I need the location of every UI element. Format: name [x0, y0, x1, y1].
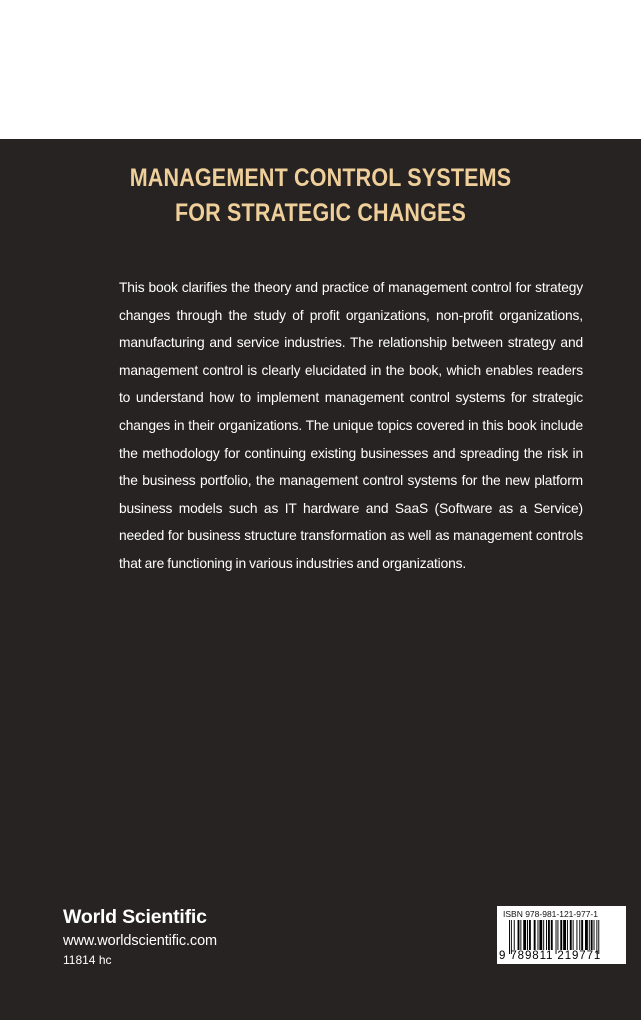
publisher-block	[63, 905, 217, 968]
barcode-bar	[567, 920, 568, 950]
barcode-bar	[594, 920, 595, 950]
publisher-name: World Scientific	[63, 906, 207, 928]
barcode-bar	[579, 920, 580, 950]
barcode-bar	[527, 920, 528, 950]
title-line-2: FOR STRATEGIC CHANGES	[174, 199, 467, 227]
book-description: This book clarifies the theory and practice of management control for strategy changes through the study of profit organizations, non-profit organizations, manufacturing and service industries. The relationship between strategy and management control is clearly elucidated in the book, which enables readers to understand how to implement management control systems for strategic changes in their organizations. The unique topics covered in this book include the methodology for continuing existing businesses and spreading the risk in the business portfolio, the management control systems for the new platform business models such as IT hardware and SaaS (Software as a Service) needed for business structure transformation as well as management controls that are functioning in various industries and organizations.	[119, 280, 583, 571]
barcode-bar	[511, 920, 512, 954]
barcode-bar	[546, 920, 547, 950]
barcode-bar	[551, 920, 553, 950]
barcode-bar	[581, 920, 583, 950]
barcode-bar	[598, 920, 599, 954]
barcode-bar	[596, 920, 597, 954]
barcode-bar	[591, 920, 593, 950]
barcode-bar	[563, 920, 566, 950]
barcode-bar	[543, 920, 544, 950]
barcode-bar	[589, 920, 590, 950]
barcode-bar	[520, 920, 521, 950]
publisher-website: www.worldscientific.com	[63, 933, 218, 949]
book-title	[45, 161, 596, 231]
barcode-bar	[557, 920, 558, 950]
title-line-1: MANAGEMENT CONTROL SYSTEMS	[129, 164, 512, 192]
barcode-bar	[538, 920, 539, 950]
barcode-bar	[509, 920, 510, 954]
barcode-bar	[556, 920, 557, 954]
isbn-label: ISBN 978-981-121-977-1	[503, 909, 598, 919]
barcode-bar	[548, 920, 550, 950]
publisher-code: 11814 hc	[63, 953, 112, 967]
barcode-bar	[560, 920, 562, 950]
barcode-bar	[523, 920, 526, 950]
barcode-bar	[576, 920, 577, 950]
back-cover	[0, 139, 641, 1020]
barcode-bar	[529, 920, 531, 950]
barcode-bar	[518, 920, 520, 950]
barcode-bar	[570, 920, 572, 950]
barcode-bar	[534, 920, 536, 950]
barcode-bar	[573, 920, 574, 950]
barcode-bar	[539, 920, 542, 950]
barcode-bar	[514, 920, 515, 950]
barcode-digits: 9 789811 219771	[499, 950, 602, 962]
barcode-bar	[585, 920, 588, 950]
isbn-barcode	[497, 906, 626, 964]
